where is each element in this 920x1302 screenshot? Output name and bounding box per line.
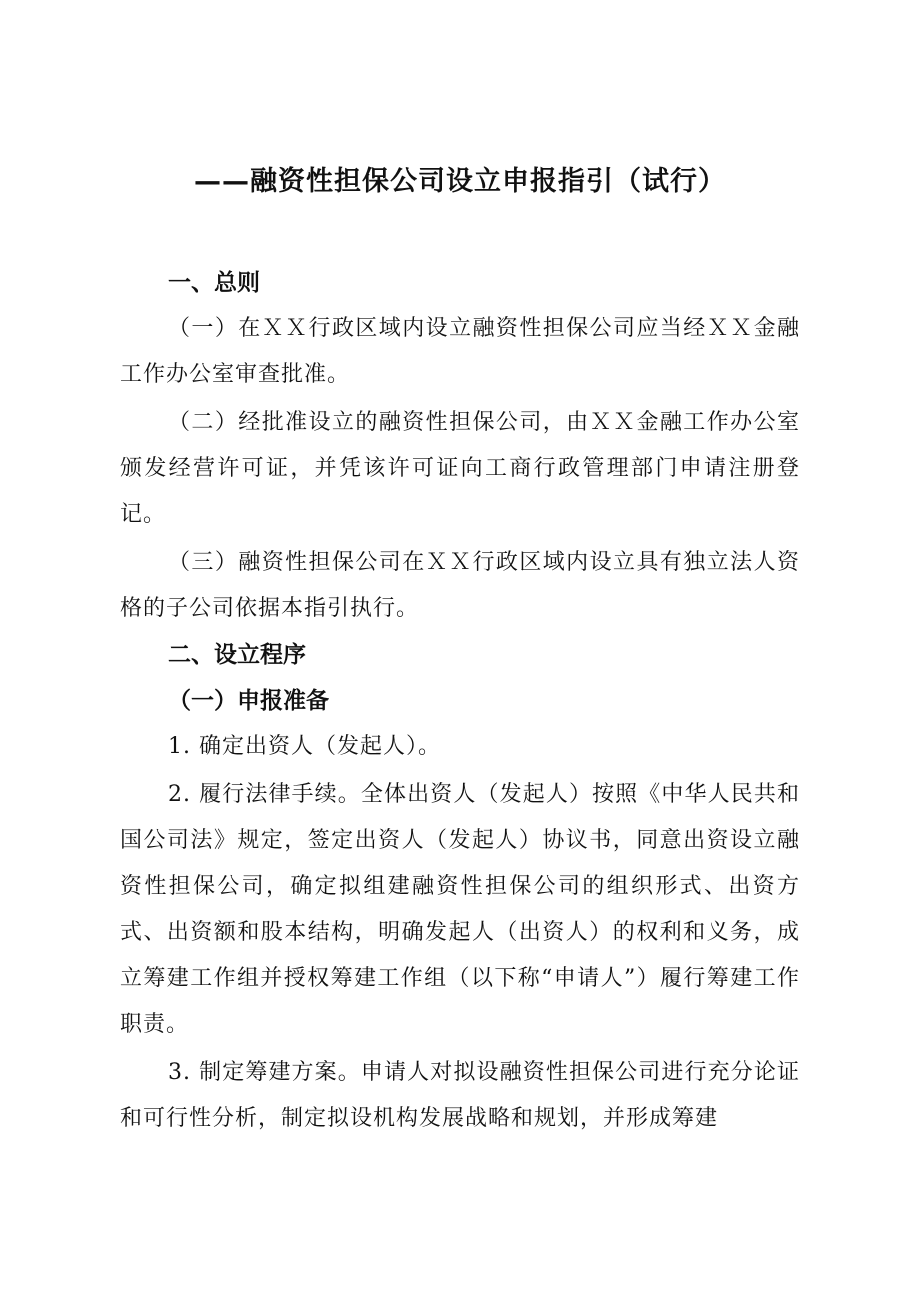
- paragraph: （一）在ＸＸ行政区域内设立融资性担保公司应当经ＸＸ金融工作办公室审查批准。: [120, 316, 800, 387]
- section-heading-general: 一、总则: [168, 270, 260, 296]
- list-item: 1. 确定出资人（发起人）。: [168, 734, 441, 759]
- paragraph: （三）融资性担保公司在ＸＸ行政区域内设立具有独立法人资格的子公司依据本指引执行。: [120, 550, 800, 621]
- subsection-heading-preparation: （一）申报准备: [168, 688, 329, 714]
- document-title: ——融资性担保公司设立申报指引（试行）: [194, 166, 726, 197]
- document-body: [120, 260, 800, 1142]
- paragraph: （二）经批准设立的融资性担保公司，由ＸＸ金融工作办公室颁发经营许可证，并凭该许可证向工商行政管理部门申请注册登记。: [120, 410, 800, 527]
- section-heading-procedure: 二、设立程序: [168, 642, 306, 668]
- list-item: 3. 制定筹建方案。申请人对拟设融资性担保公司进行充分论证和可行性分析，制定拟设机构发展战略和规划，并形成筹建: [120, 1060, 800, 1131]
- list-item: 2. 履行法律手续。全体出资人（发起人）按照《中华人民共和国公司法》规定，签定出资人（发起人）协议书，同意出资设立融资性担保公司，确定拟组建融资性担保公司的组织形式、出资方式、出资额和股本结构，明确发起人（出资人）的权利和义务，成立筹建工作组并授权筹建工作组（以下称“申请人”）履行筹建工作职责。: [120, 782, 800, 1037]
